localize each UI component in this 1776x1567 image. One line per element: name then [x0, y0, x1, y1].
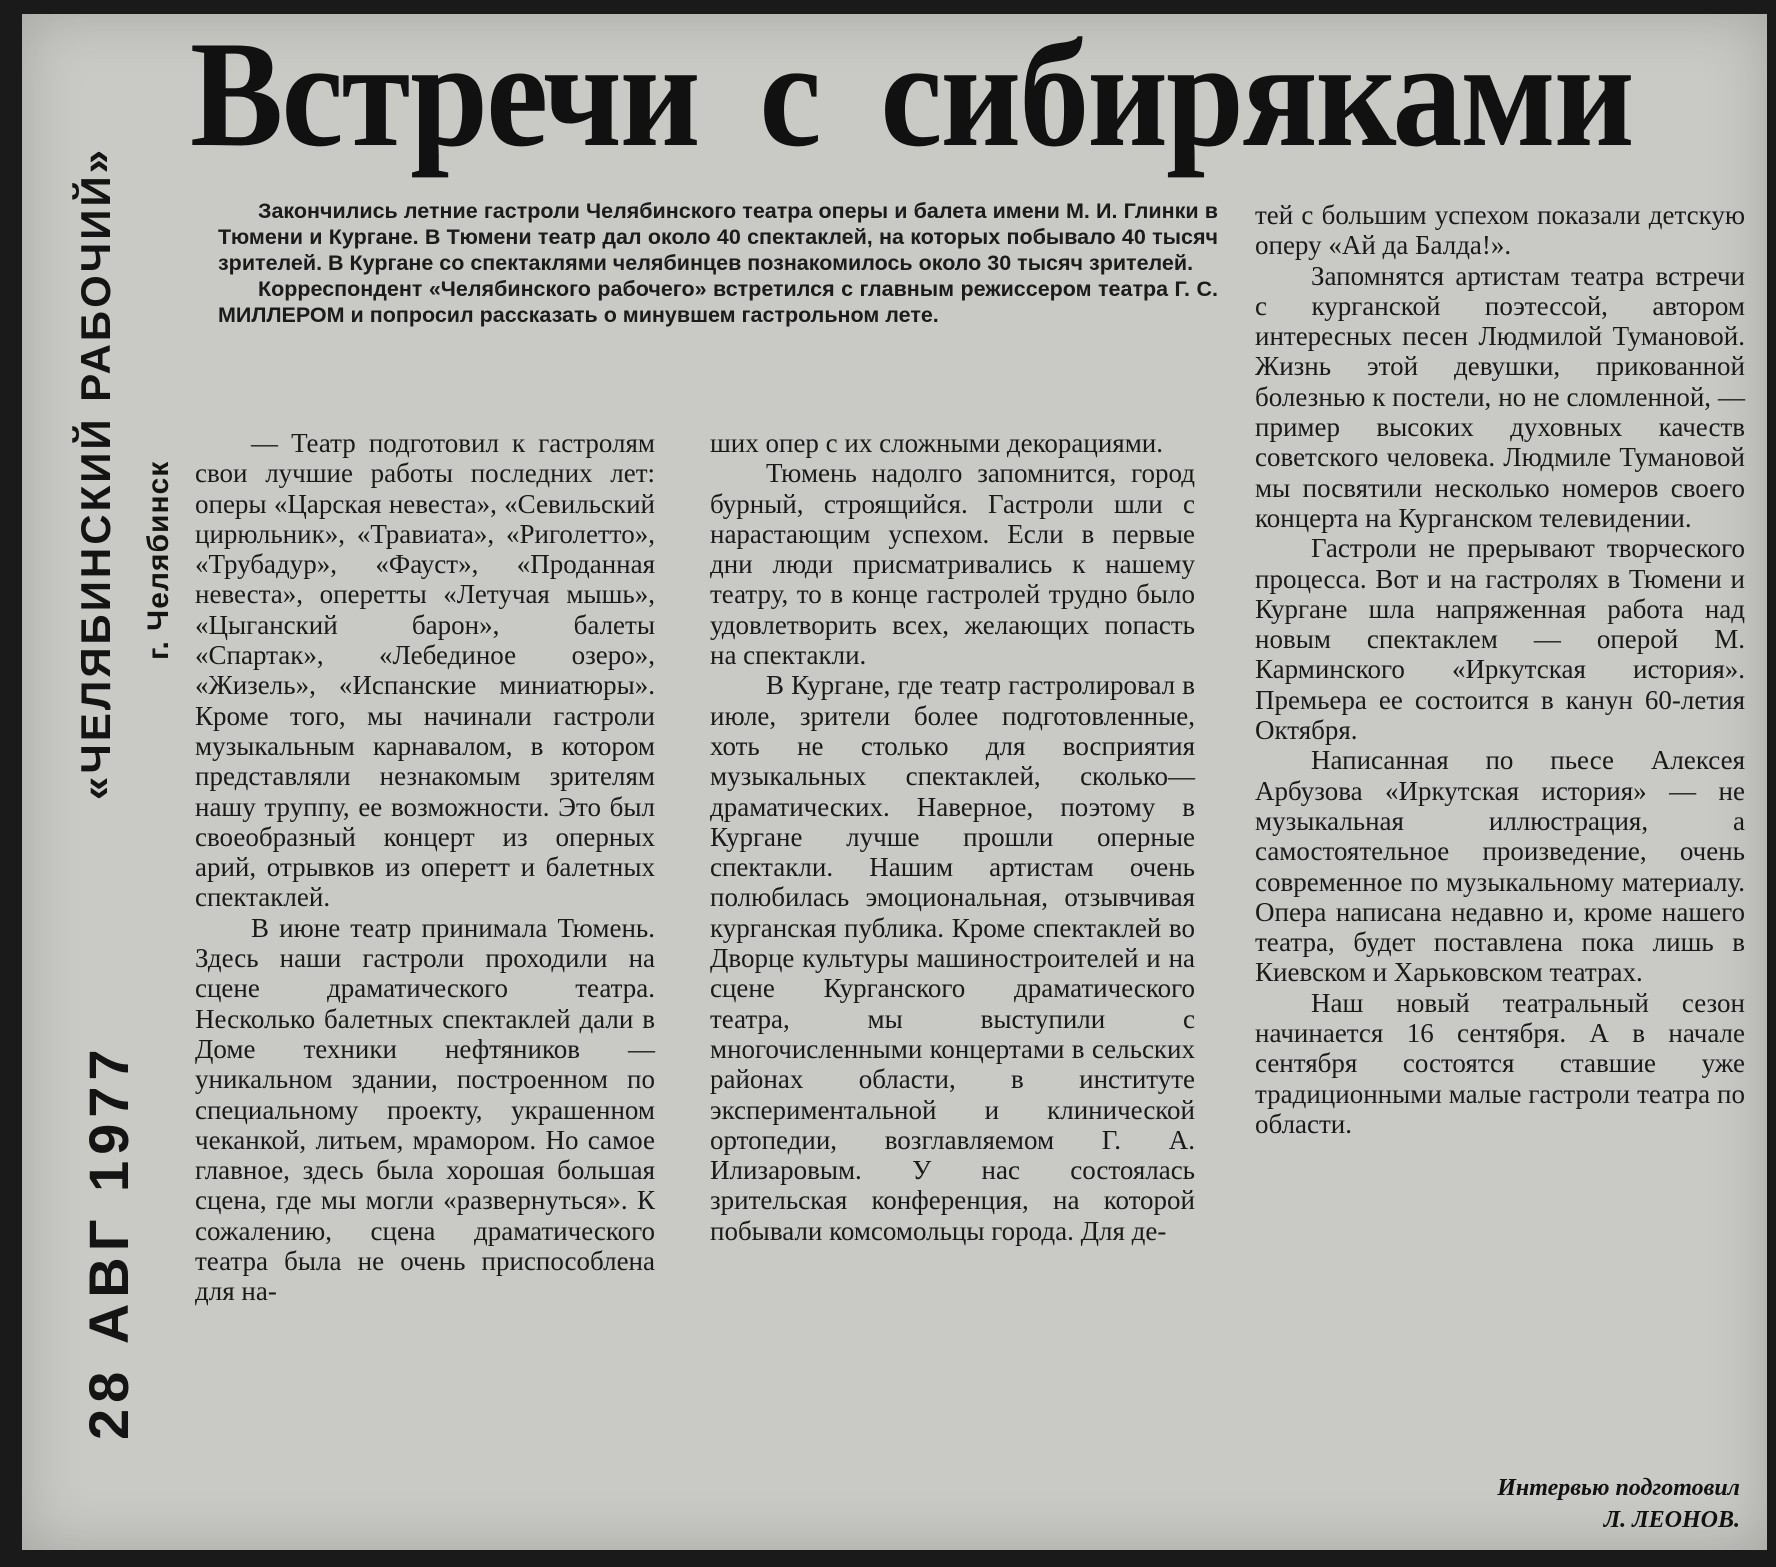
- column-3: [1255, 200, 1745, 1139]
- paragraph: Запомнятся артистам театра встречи с курганской поэтессой, автором интересных песен Людмилой Тумановой. Жизнь этой девушки, прикованной болезнью к постели, но не сломленной, — пример высоких духовных качеств советского человека. Людмиле Тумановой мы посвятили несколько номеров своего концерта на Курганском телевидении.: [1255, 260, 1745, 533]
- byline: [1280, 1472, 1740, 1536]
- paragraph-continuation: ших опер с их сложными декорациями.: [710, 428, 1163, 458]
- column-2: [710, 428, 1195, 1246]
- byline-author: Л. ЛЕОНОВ.: [1603, 1507, 1740, 1533]
- paragraph: Гастроли не прерывают творческого процесса. Вот и на гастролях в Тюмени и Кургане шла напряженная работа над новым спектаклем — оперой М. Карминского «Иркутская история». Премьера ее состоится в канун 60-летия Октября.: [1255, 533, 1745, 746]
- city-stamp: г. Челябинск: [142, 460, 175, 660]
- column-1: [195, 428, 655, 1307]
- paragraph: — Театр подготовил к гастролям свои лучшие работы последних лет: оперы «Царская невеста», «Севильский цирюльник», «Травиата», «Риголетто», «Трубадур», «Фауст», «Проданная невеста», оперетты «Летучая мышь», «Цыганский барон», балеты «Спартак», «Лебединое озеро», «Жизель», «Испанские миниатюры». Кроме того, мы начинали гастроли музыкальным карнавалом, в котором представляли незнакомым зрителям нашу труппу, ее возможности. Это был своеобразный концерт из оперных арий, отрывков из оперетт и балетных спектаклей.: [195, 428, 655, 913]
- newspaper-name-stamp: «ЧЕЛЯБИНСКИЙ РАБОЧИЙ»: [72, 146, 119, 800]
- paragraph-continuation: тей с большим успехом показали детскую оперу «Ай да Балда!».: [1255, 200, 1745, 261]
- paragraph: Тюмень надолго запомнится, город бурный, строящийся. Гастроли шли с нарастающим успехом. Если в первые дни люди присматривались к нашему театру, то в конце гастролей трудно было удовлетворить всех, желающих попасть на спектакли.: [710, 458, 1195, 671]
- date-stamp: 28 АВГ 1977: [77, 1043, 140, 1440]
- paragraph: В июне театр принимала Тюмень. Здесь наши гастроли проходили на сцене драматического театра. Несколько балетных спектаклей дали в Доме техники нефтяников — уникальном здании, построенном по специальному проекту, украшенном чеканкой, литьем, мрамором. Но самое главное, здесь была хорошая большая сцена, где мы могли «развернуться». К сожалению, сцена драматического театра была не очень приспособлена для на-: [195, 912, 655, 1307]
- lead-text-1: Закончились летние гастроли Челябинского театра оперы и балета имени М. И. Глинки в Тюмени и Кургане. В Тюмени театр дал около 40 спектаклей, на которых побывало 40 тысяч зрителей. В Кургане со спектаклями челябинцев познакомилось около 30 тысяч зрителей.: [218, 199, 1218, 275]
- lead-paragraph: [218, 198, 1218, 328]
- lead-text-2: Корреспондент «Челябинского рабочего» встретился с главным режиссером театра Г. С. МИЛЛЕРОМ и попросил рассказать о минувшем гастрольном лете.: [218, 277, 1218, 327]
- paragraph: В Кургане, где театр гастролировал в июле, зрители более подготовленные, хоть не столько для восприятия музыкальных спектаклей, сколько—драматических. Наверное, поэтому в Кургане лучше прошли оперные спектакли. Нашим артистам очень полюбилась эмоциональная, отзывчивая курганская публика. Кроме спектаклей во Дворце культуры машиностроителей и на сцене Курганского драматического театра, мы выступили с многочисленными концертами в сельских районах области, в институте экспериментальной и клинической ортопедии, возглавляемом Г. А. Илизаровым. У нас состоялась зрительская конференция, на которой побывали комсомольцы города. Для де-: [710, 670, 1195, 1246]
- headline: Встречи с сибиряками: [190, 10, 1633, 178]
- paragraph: Наш новый театральный сезон начинается 16 сентября. А в начале сентября состоятся ставшие уже традиционными малые гастроли театра по области.: [1255, 987, 1745, 1139]
- paragraph: Написанная по пьесе Алексея Арбузова «Иркутская история» — не музыкальная иллюстрация, а самостоятельное произведение, очень современное по музыкальному материалу. Опера написана недавно и, кроме нашего театра, будет поставлена пока лишь в Киевском и Харьковском театрах.: [1255, 745, 1745, 988]
- byline-label: Интервью подготовил: [1497, 1475, 1740, 1501]
